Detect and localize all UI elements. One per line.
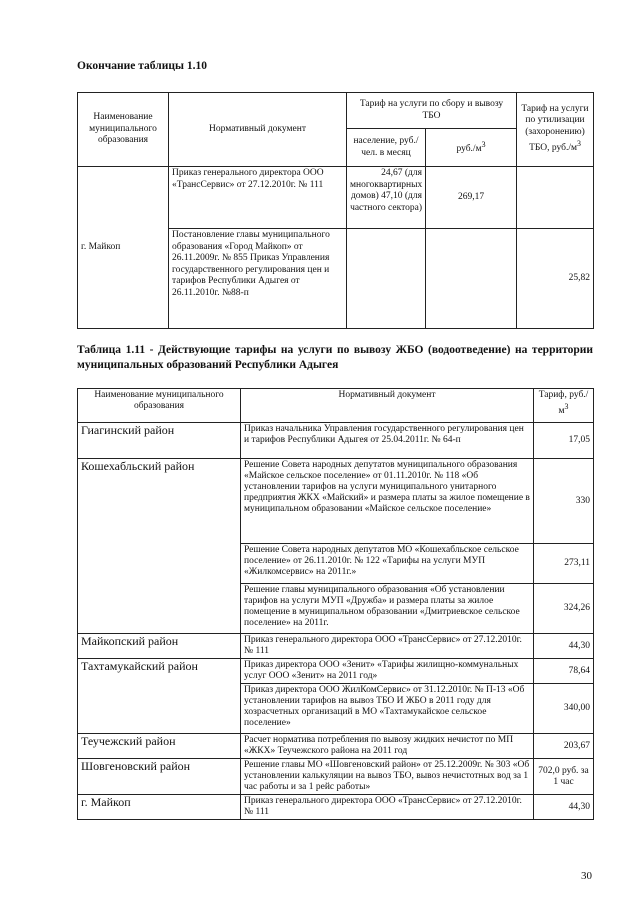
column-header-document: Нормативный документ bbox=[241, 389, 534, 423]
tariff-cell: 44,30 bbox=[534, 634, 594, 659]
column-header-population: население, руб./чел. в месяц bbox=[347, 129, 426, 167]
document-cell: Решение главы МО «Шовгеновский район» от 25.12.2009г. № 303 «Об установлении калькуляции на вывоз ТБО, вывоз нечистотных вод за 1 час работы и за 1 рейс работы» bbox=[241, 759, 534, 795]
table-1-11 bbox=[77, 388, 594, 820]
document-cell: Решение Совета народных депутатов муниципального образования «Майское сельское поселение» от 01.11.2010г. № 118 «Об установлении тарифов на услуги муниципального унитарного предприятия ЖКХ «Майский» и размера платы за жилое помещение в муниципальном образовании «Майское сельское поселение» bbox=[241, 459, 534, 544]
table-1-11-heading: Таблица 1.11 - Действующие тарифы на услуги по вывозу ЖБО (водоотведение) на территории муниципальных образований Республики Адыгея bbox=[77, 344, 593, 371]
municipality-cell: Кошехабльский район bbox=[78, 459, 241, 634]
column-header-municipality: Наименование муниципального образования bbox=[78, 389, 241, 423]
population-tariff-cell: 24,67 (для многоквартирных домов) 47,10 (для частного сектора) bbox=[347, 167, 426, 229]
document-cell: Решение главы муниципального образования «Об установлении тарифов на услуги МУП «Дружба» и размера платы за жилое помещение в муниципальном образовании «Дмитриевское сельское поселение» на 2011г. bbox=[241, 584, 534, 634]
document-cell: Приказ генерального директора ООО «ТрансСервис» от 27.12.2010г. № 111 bbox=[241, 795, 534, 820]
column-header-municipality: Наименование муниципального образования bbox=[78, 93, 169, 167]
table-row bbox=[78, 759, 594, 795]
municipality-cell: Теучежский район bbox=[78, 734, 241, 759]
column-header-tariff-collection: Тариф на услуги по сбору и вывозу ТБО bbox=[347, 93, 517, 129]
document-cell: Приказ директора ООО ЖилКомСервис» от 31.12.2010г. № П-13 «Об установлении тарифов на вывоз ТБО И ЖБО в 2011 году для хозрасчетных организаций в МО «Тахтамукайское сельское поселение» bbox=[241, 684, 534, 734]
municipality-cell: Гиагинский район bbox=[78, 423, 241, 459]
document-cell: Постановление главы муниципального образования «Город Майкоп» от 26.11.2009г. № 855 Приказ Управления государственного регулирования цен и тарифов Республики Адыгея от 26.11.2010г. №88-п bbox=[169, 229, 347, 329]
municipality-cell: Шовгеновский район bbox=[78, 759, 241, 795]
column-header-tariff-disposal: Тариф на услуги по утилизации (захоронению) ТБО, $руб./м^3$ bbox=[517, 93, 594, 167]
document-cell: Расчет норматива потребления по вывозу жидких нечистот по МП «ЖКХ» Теучежского района на 2011 год bbox=[241, 734, 534, 759]
population-tariff-cell bbox=[347, 229, 426, 329]
tariff-cell: 44,30 bbox=[534, 795, 594, 820]
tariff-cell: 330 bbox=[534, 459, 594, 544]
tariff-cell: 340,00 bbox=[534, 684, 594, 734]
disposal-tariff-cell: 25,82 bbox=[517, 229, 594, 329]
municipality-cell: г. Майкоп bbox=[78, 167, 169, 329]
table-row bbox=[78, 659, 594, 684]
document-cell: Приказ начальника Управления государственного регулирования цен и тарифов Республики Адыгея от 25.04.2011г. № 64-п bbox=[241, 423, 534, 459]
table-row bbox=[78, 734, 594, 759]
table-row bbox=[78, 167, 594, 229]
municipality-cell: Тахтамукайский район bbox=[78, 659, 241, 734]
document-cell: Решение Совета народных депутатов МО «Кошехабльское сельское поселение» от 26.11.2010г. № 122 «Тарифы на услуги МУП «Жилкомсервис» на 2011г.» bbox=[241, 544, 534, 584]
municipality-cell: г. Майкоп bbox=[78, 795, 241, 820]
document-cell: Приказ директора ООО «Зенит» «Тарифы жилищно-коммунальных услуг ООО «Зенит» на 2011 год» bbox=[241, 659, 534, 684]
column-header-document: Нормативный документ bbox=[169, 93, 347, 167]
municipality-cell: Майкопский район bbox=[78, 634, 241, 659]
table-1-10-continuation-heading: Окончание таблицы 1.10 bbox=[77, 60, 207, 72]
tariff-cell: 78,64 bbox=[534, 659, 594, 684]
rub-m3-tariff-cell: 269,17 bbox=[426, 167, 517, 229]
tariff-cell: 203,67 bbox=[534, 734, 594, 759]
table-row bbox=[78, 423, 594, 459]
table-row bbox=[78, 795, 594, 820]
tariff-cell: 273,11 bbox=[534, 544, 594, 584]
table-row bbox=[78, 459, 594, 544]
tariff-cell: 17,05 bbox=[534, 423, 594, 459]
column-header-tariff: Тариф, $руб./м^3$ bbox=[534, 389, 594, 423]
document-cell: Приказ генерального директора ООО «ТрансСервис» от 27.12.2010г. № 111 bbox=[169, 167, 347, 229]
tariff-cell: 324,26 bbox=[534, 584, 594, 634]
table-1-10 bbox=[77, 92, 594, 329]
column-header-rub-m3: $руб./м^3$ bbox=[426, 129, 517, 167]
rub-m3-tariff-cell bbox=[426, 229, 517, 329]
disposal-tariff-cell bbox=[517, 167, 594, 229]
document-cell: Приказ генерального директора ООО «ТрансСервис» от 27.12.2010г. № 111 bbox=[241, 634, 534, 659]
page-number: 30 bbox=[581, 870, 592, 882]
table-row bbox=[78, 634, 594, 659]
tariff-cell: 702,0 руб. за 1 час bbox=[534, 759, 594, 795]
